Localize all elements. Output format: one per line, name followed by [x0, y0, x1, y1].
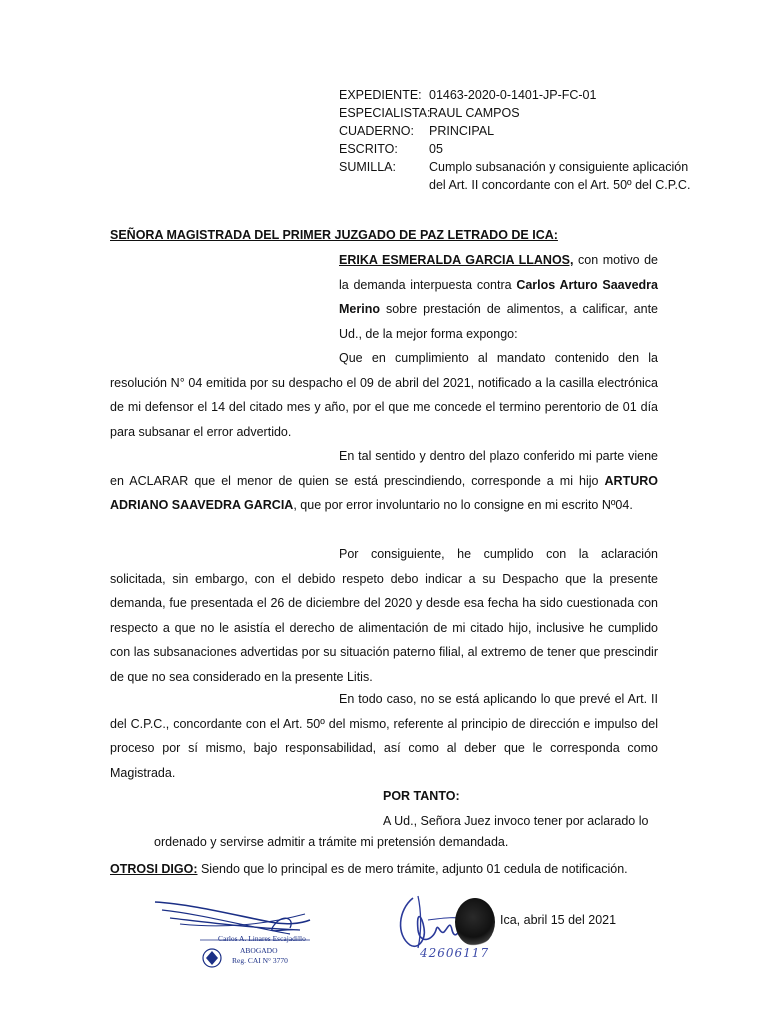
- final-request-line-2: ordenado y servirse admitir a trámite mi pretensión demandada.: [154, 835, 509, 849]
- otrosi-text: Siendo que lo principal es de mero trámite, adjunto 01 cedula de notificación.: [197, 862, 628, 876]
- header-key: ESPECIALISTA:: [339, 106, 431, 120]
- header-key: EXPEDIENTE:: [339, 88, 422, 102]
- header-key: SUMILLA:: [339, 160, 396, 174]
- paragraph-2-text-2: , que por error involuntario no lo consigne en mi escrito Nº04.: [293, 498, 633, 512]
- header-value: 05: [429, 142, 443, 156]
- otrosi-paragraph: [110, 862, 628, 876]
- paragraph-1: Que en cumplimiento al mandato contenido den la resolución N° 04 emitida por su despacho el 09 de abril del 2021, notificado a la casilla electrónica de mi defensor el 14 del citado mes y año, por el que me concede el termino perentorio de 01 día para subsanar el error advertido.: [110, 351, 658, 439]
- header-row-cuaderno: [339, 122, 729, 140]
- header-value: 01463-2020-0-1401-JP-FC-01: [429, 88, 597, 102]
- stamp-title: ABOGADO: [240, 946, 278, 955]
- intro-text-1: con motivo de la demanda interpuesta contra: [339, 253, 659, 292]
- intro-text-2: sobre prestación de alimentos, a calificar, ante Ud., de la mejor forma expongo:: [339, 302, 658, 341]
- paragraph-4: En todo caso, no se está aplicando lo que prevé el Art. II del C.P.C., concordante con el Art. 50º del mismo, referente al principio de dirección e impulso del proceso por sí mismo, bajo responsabilidad, así como al deber que le corresponda como Magistrada.: [110, 692, 658, 780]
- header-key: ESCRITO:: [339, 142, 398, 156]
- final-request-line-1: A Ud., Señora Juez invoco tener por aclarado lo: [383, 814, 649, 828]
- header-value: Cumplo subsanación y consiguiente aplicación del Art. II concordante con el Art. 50º del C.P.C.: [429, 160, 691, 192]
- fingerprint-icon: [455, 898, 495, 946]
- paragraph-2: [110, 444, 658, 518]
- header-value: PRINCIPAL: [429, 124, 495, 138]
- child-name: ARTURO ADRIANO SAAVEDRA GARCIA: [110, 473, 658, 512]
- header-row-escrito: [339, 140, 729, 158]
- header-key: CUADERNO:: [339, 124, 415, 138]
- intro-paragraph: [339, 248, 658, 346]
- header-row-expediente: [339, 86, 729, 104]
- header-row-especialista: [339, 104, 729, 122]
- header-value: RAUL CAMPOS: [429, 106, 520, 120]
- paragraph-2-text-1: En tal sentido y dentro del plazo conferido mi parte viene en ACLARAR que el menor de quien se está prescindiendo, corresponde a mi hijo: [110, 449, 658, 488]
- document-date: Ica, abril 15 del 2021: [500, 913, 617, 927]
- header-row-sumilla: [339, 158, 729, 194]
- stamp-registration: Reg. CAI N° 3770: [232, 956, 288, 965]
- por-tanto-heading: POR TANTO:: [383, 789, 460, 803]
- defendant-name: Carlos Arturo Saavedra Merino: [339, 277, 658, 316]
- paragraph-3: Por consiguiente, he cumplido con la aclaración solicitada, sin embargo, con el debido respeto debo indicar a su Despacho que la presente demanda, fue presentada el 26 de diciembre del 2020 y desde esa fecha ha sido cuestionada con respecto a que no le asistía el derecho de alimentación de mi citado hijo, inclusive he cumplido con las subsanaciones advertidas por su situación paterno filial, al extremo de tener que prescindir de que no sea considerado en la presente Litis.: [110, 547, 658, 684]
- case-header: [339, 86, 729, 194]
- addressee-heading: SEÑORA MAGISTRADA DEL PRIMER JUZGADO DE PAZ LETRADO DE ICA:: [110, 228, 558, 242]
- handwritten-dni: 42606117: [420, 946, 490, 960]
- stamp-name: Carlos A. Linares Escajadillo: [218, 934, 306, 943]
- otrosi-label: OTROSI DIGO:: [110, 862, 198, 876]
- lawyer-signature-stamp: [150, 884, 320, 974]
- plaintiff-name: ERIKA ESMERALDA GARCIA LLANOS,: [339, 253, 574, 267]
